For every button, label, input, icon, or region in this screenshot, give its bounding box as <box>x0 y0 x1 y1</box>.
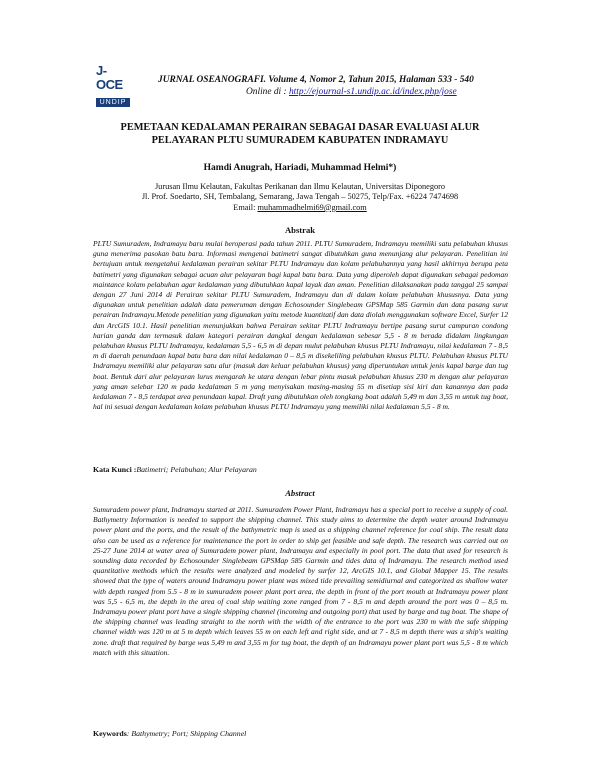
logo-text: J-OCE <box>96 63 123 92</box>
journal-logo <box>96 63 130 106</box>
affiliation <box>90 182 510 213</box>
keywords-line <box>93 729 508 738</box>
paper-title: PEMETAAN KEDALAMAN PERAIRAN SEBAGAI DASAR EVALUASI ALUR PELAYARAN PLTU SUMURADEM KABUPATEN INDRAMAYU <box>120 122 480 146</box>
online-line <box>246 87 457 97</box>
abstract-heading: Abstract <box>285 488 315 498</box>
journal-citation: JURNAL OSEANOGRAFI. Volume 4, Nomor 2, Tahun 2015, Halaman 533 - 540 <box>158 75 474 85</box>
email-label: Email: <box>233 202 258 212</box>
kata-kunci-line <box>93 465 508 474</box>
affiliation-line-2: Jl. Prof. Soedarto, SH, Tembalang, Semarang, Jawa Tengah – 50275, Telp/Fax. +6224 7474698 <box>141 192 459 202</box>
journal-header <box>96 64 546 104</box>
abstrak-body: PLTU Sumuradem, Indramayu baru mulai beroperasi pada tahun 2011. PLTU Sumuradem, Indramayu memiliki satu pelabuhan khusus guna menerima pasokan batu bara. Informasi mengenai batimetri sangat dibutuhkan guna menunjang alur pelayaran. Penelitian ini bertujuan untuk mengetahui kedalaman perairan sekitar PLTU Indramayu dan kolam pelabuhannya yang hasil akhirnya berupa peta batimetri yang digunakan sebagai acuan alur pelayaran bagi kapal batu bara. Data yang diperoleh dapat digunakan sebagai pedoman maintance kolam pelabuhan agar kedalaman yang dibutuhkan kapal layak dan aman. Penelitian dilaksanakan pada tanggal 25 sampai dengan 27 Juni 2014 di Perairan sekitar PLTU Sumuradem, Indramayu dan di dalam kolam pelabuhan khususnya. Data yang digunakan untuk penelitian adalah data pemeruman dengan Echosounder Singlebeam GPSMap 585 Garmin dan data pasang surut perairan Indramayu.Metode penelitian yang digunakan yaitu metode kuantitatif dan data diolah menggunakan software Excel, Surfer 12 dan ArcGIS 10.1. Hasil penelitian menunjukkan bahwa Perairan sekitar PLTU Indramayu bertipe pasang surut campuran condong harian ganda dan termasuk dalam kategori perairan dangkal dengan kedalaman sebesar 5,5 - 8 m berada didalam lingkungan pelabuhan khusus PLTU Indramayu, kedalaman 5,5 - 6,5 m di depan mulut pelabuhan khusus PLTU Indramayu, nilai kedalaman 7 - 8,5 m di daerah penundaan kapal batu bara dan nilai kedalaman 0 – 8,5 m disekeliling pelabuhan khusus PLTU. Pelabuhan khusus PLTU Indramayu memiliki alur pelayaran satu alur (masuk dan keluar pelabuhan khusus) yang diperuntukan untuk jenis kapal barge dan tug boat. Bentuk dari alur pelayaran lurus mengarah ke utara dengan lebar pintu masuk pelabuhan khusus 230 m dengan alur pelayaran yang aman selebar 120 m pada kedalaman 5 m yang menyisakan masing-masing 55 m disetiap sisi kiri dan kanannya dan pada kedalaman 7 - 8,5 terdapat area penundaan kapal. Draft yang dibutuhkan oleh tongkang boat adalah 5,49 m dan 3,55 m untuk tug boat, hal ini sesuai dengan kedalaman kolam pelabuhan khusus PLTU Indramayu yang memiliki nilai kedalaman 5,5 - 8 m. <box>93 239 508 412</box>
kata-kunci-value: Batimetri; Pelabuhan; Alur Pelayaran <box>136 465 257 474</box>
keywords-value: : Bathymetry; Port; Shipping Channel <box>126 729 247 738</box>
kata-kunci-label: Kata Kunci : <box>93 465 137 474</box>
abstrak-heading: Abstrak <box>284 225 316 235</box>
journal-url-link[interactable]: http://ejournal-s1.undip.ac.id/index.php/jose <box>288 87 457 97</box>
online-label: Online di : <box>246 87 289 97</box>
email-line <box>90 203 510 213</box>
paper-authors: Hamdi Anugrah, Hariadi, Muhammad Helmi*) <box>203 163 397 173</box>
logo-subtext: UNDIP <box>96 98 130 107</box>
affiliation-line-1: Jurusan Ilmu Kelautan, Fakultas Perikanan dan Ilmu Kelautan, Universitas Diponegoro <box>154 182 446 191</box>
email-link[interactable]: muhammadhelmi69@gmail.com <box>257 202 367 212</box>
abstract-body: Sumuradem power plant, Indramayu started at 2011. Sumuradem Power Plant, Indramayu has a special port to receive a supply of coal. Bathymetry Information is needed to support the shipping channel. This study aims to determine the depth water around Indramayu power plant and the ports, and the result of the bathymetric map is used as a shipping channel reference for coal ship. The result data also can be used as a reference for maintenance the port in order to ship get feasible and safe depth. The research was carried out on 25-27 June 2014 at water area of Sumuradem power plant, Indramayu and especially in pool port. The data that used for research is sounding data recorded by Echosounder Singlebeam GPSMap 585 Garmin and tides data of Indramayu. The research method used quantitative methods which the results were analyzed and modeled by surfer 12, ArcGIS 10.1, and Global Mapper 15. The results showed that the type of waters around Indramayu power plant was mixed tide prevailing semidiurnal and categorized as shallow water with depth ranged from 5.5 - 8 m in sumuradem power plant port area, the depth in front of the port mouth at Indramayu power plant was 5,5 - 6,5 m, the depth in the area of coal ship waiting zone ranged from 7 - 8,5 m and depth around the port was 0 – 8,5 m. Indramayu power plant port have a single shipping channel (incoming and outgoing port) that used by barge and tug boat. The shape of the shipping channel was leading straight to the north with the width of the entrance to the port was 230 m with the safe shipping channel width was 120 m at 5 m depth which leaves 55 m on each left and right side, and at 7 - 8,5 m depth there was a ship's waiting zone. draft that required by barge was 5,49 m and 3,55 m for tug boat, the depth of an Indramayu power plant port was 5,5 - 8 m which match with this situation. <box>93 505 508 657</box>
keywords-label: Keywords <box>93 729 127 738</box>
